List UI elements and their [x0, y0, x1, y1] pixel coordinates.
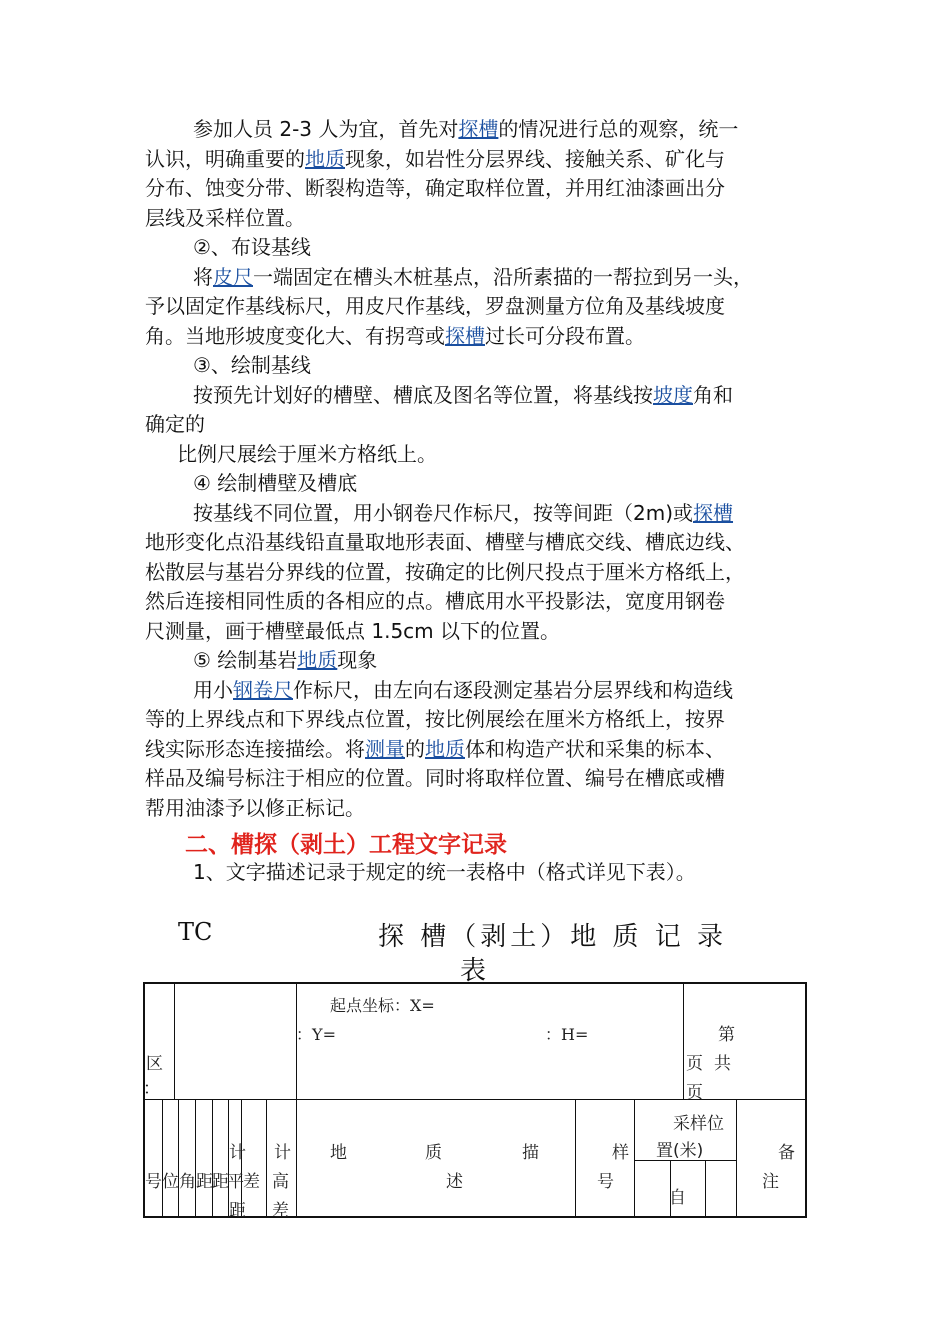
text-line: 认识，明确重要的地质现象，如岩性分层界线、接触关系、矿化与: [145, 146, 725, 171]
col-ping: 平: [227, 1172, 244, 1192]
col-ju: 距: [196, 1172, 213, 1192]
subheading-draw-walls: ④ 绘制槽壁及槽底: [193, 471, 358, 495]
text-line: 用小钢卷尺作标尺，由左向右逐段测定基岩分层界线和构造线: [193, 677, 733, 702]
text-line: 然后连接相同性质的各相应的点。槽底用水平投影法，宽度用钢卷: [145, 589, 725, 613]
text-line: 予以固定作基线标尺，用皮尺作基线，罗盘测量方位角及基线坡度: [145, 294, 725, 318]
text-line: 尺测量，画于槽壁最低点 1.5cm 以下的位置。: [145, 618, 560, 643]
page-ye: 页: [686, 1054, 703, 1074]
link-geology[interactable]: 地质: [297, 648, 338, 672]
table-col-divider: [212, 1099, 213, 1218]
desc-2: 质: [425, 1143, 442, 1163]
text-line: 确定的: [145, 412, 205, 436]
page-ye2: 页: [686, 1083, 703, 1103]
table-title: 探 槽（剥土）地 质 记 录: [378, 922, 728, 952]
text-line: 参加人员 2-3 人为宜，首先对探槽的情况进行总的观察，统一: [193, 117, 739, 141]
link-trench[interactable]: 探槽: [445, 323, 485, 348]
text-line: 地形变化点沿基线铅直量取地形表面、槽壁与槽底交线、槽底边线、: [145, 530, 745, 554]
desc-1: 地: [330, 1143, 347, 1163]
text-line: 样品及编号标注于相应的位置。同时将取样位置、编号在槽底或槽: [145, 766, 725, 790]
table-col-divider: [296, 1099, 297, 1218]
sample-1: 样: [612, 1143, 629, 1163]
note-1: 备: [778, 1143, 795, 1163]
link-trench[interactable]: 探槽: [693, 500, 734, 525]
text-line: 帮用油漆予以修正标记。: [145, 795, 365, 820]
col-hao: 号: [145, 1172, 162, 1192]
table-col-divider: [266, 1099, 267, 1218]
col-ji2: 计: [274, 1143, 291, 1163]
paragraph-observe: [145, 115, 805, 823]
col-wei: 位: [162, 1172, 179, 1192]
text-line: 线实际形态连接描绘。将测量的地质体和构造产状和采集的标本、: [145, 736, 725, 761]
page-di: 第: [718, 1025, 735, 1045]
region-label: 区: [146, 1054, 163, 1074]
text-line: 等的上界线点和下界线点位置，按比例展绘在厘米方格纸上，按界: [145, 707, 725, 731]
link-tape-measure[interactable]: 皮尺: [213, 264, 253, 289]
link-geology[interactable]: 地质: [425, 736, 465, 761]
col-cha: 差: [243, 1172, 260, 1192]
subheading-draw-bedrock: ⑤ 绘制基岩地质现象: [193, 648, 378, 672]
table-col-divider: [736, 1099, 737, 1218]
note-2: 注: [762, 1172, 779, 1192]
table-col-divider: [705, 1160, 706, 1218]
link-geology[interactable]: 地质: [305, 146, 345, 171]
col-ju2: 距: [212, 1172, 229, 1192]
subheading-baseline-setup: ②、布设基线: [193, 235, 311, 259]
text-line: 将皮尺一端固定在槽头木桩基点，沿所素描的一帮拉到另一头，: [193, 264, 753, 289]
coord-h: ：H=: [545, 1025, 589, 1044]
table-col-divider: [634, 1099, 635, 1218]
text-line: 比例尺展绘于厘米方格纸上。: [177, 441, 437, 466]
coord-y: ：Y=: [296, 1025, 336, 1044]
link-steel-tape[interactable]: 钢卷尺: [233, 677, 293, 702]
sample-2: 号: [597, 1172, 614, 1192]
pos-1: 采样位: [673, 1114, 724, 1134]
region-colon: ：: [143, 1079, 160, 1099]
col-ji1: 计: [229, 1143, 246, 1163]
subheading-draw-baseline: ③、绘制基线: [193, 353, 311, 377]
col-ju3: 距: [229, 1201, 246, 1221]
page-gong: 共: [714, 1054, 731, 1074]
col-cha2: 差: [272, 1201, 289, 1221]
desc-3: 描: [522, 1143, 539, 1163]
col-jiao: 角: [179, 1172, 196, 1192]
text-line: 按基线不同位置，用小钢卷尺作标尺，按等间距（2m)或探槽: [193, 500, 734, 525]
text-line: 分布、蚀变分带、断裂构造等，确定取样位置，并用红油漆画出分: [145, 176, 725, 200]
table-row-divider: [143, 1099, 807, 1100]
table-col-divider: [683, 982, 684, 1099]
section-heading: 二、槽探（剥土）工程文字记录: [185, 832, 507, 858]
link-slope[interactable]: 坡度: [653, 382, 693, 407]
col-gao: 高: [272, 1172, 289, 1192]
table-col-divider: [195, 1099, 196, 1218]
text-line: 层线及采样位置。: [145, 205, 305, 230]
table-title-end: 表: [460, 956, 487, 986]
pos-from: 自: [669, 1188, 686, 1208]
text-line: 按预先计划好的槽壁、槽底及图名等位置，将基线按坡度角和: [193, 382, 733, 407]
table-col-divider: [575, 1099, 576, 1218]
pos-2: 置(米): [656, 1141, 704, 1161]
text-line: 角。当地形坡度变化大、有拐弯或探槽过长可分段布置。: [145, 323, 645, 348]
table-code: TC: [178, 918, 213, 946]
link-trench[interactable]: 探槽: [458, 117, 499, 141]
text-line: 松散层与基岩分界线的位置，按确定的比例尺投点于厘米方格纸上，: [145, 559, 745, 584]
section-intro: 1、文字描述记录于规定的统一表格中（格式详见下表）。: [193, 860, 696, 884]
table-col-divider: [162, 1099, 163, 1218]
coord-start: 起点坐标：X=: [330, 996, 435, 1015]
link-survey[interactable]: 测量: [365, 736, 405, 761]
table-col-divider: [174, 982, 175, 1099]
table-col-divider: [178, 1099, 179, 1218]
desc-4: 述: [446, 1172, 463, 1192]
